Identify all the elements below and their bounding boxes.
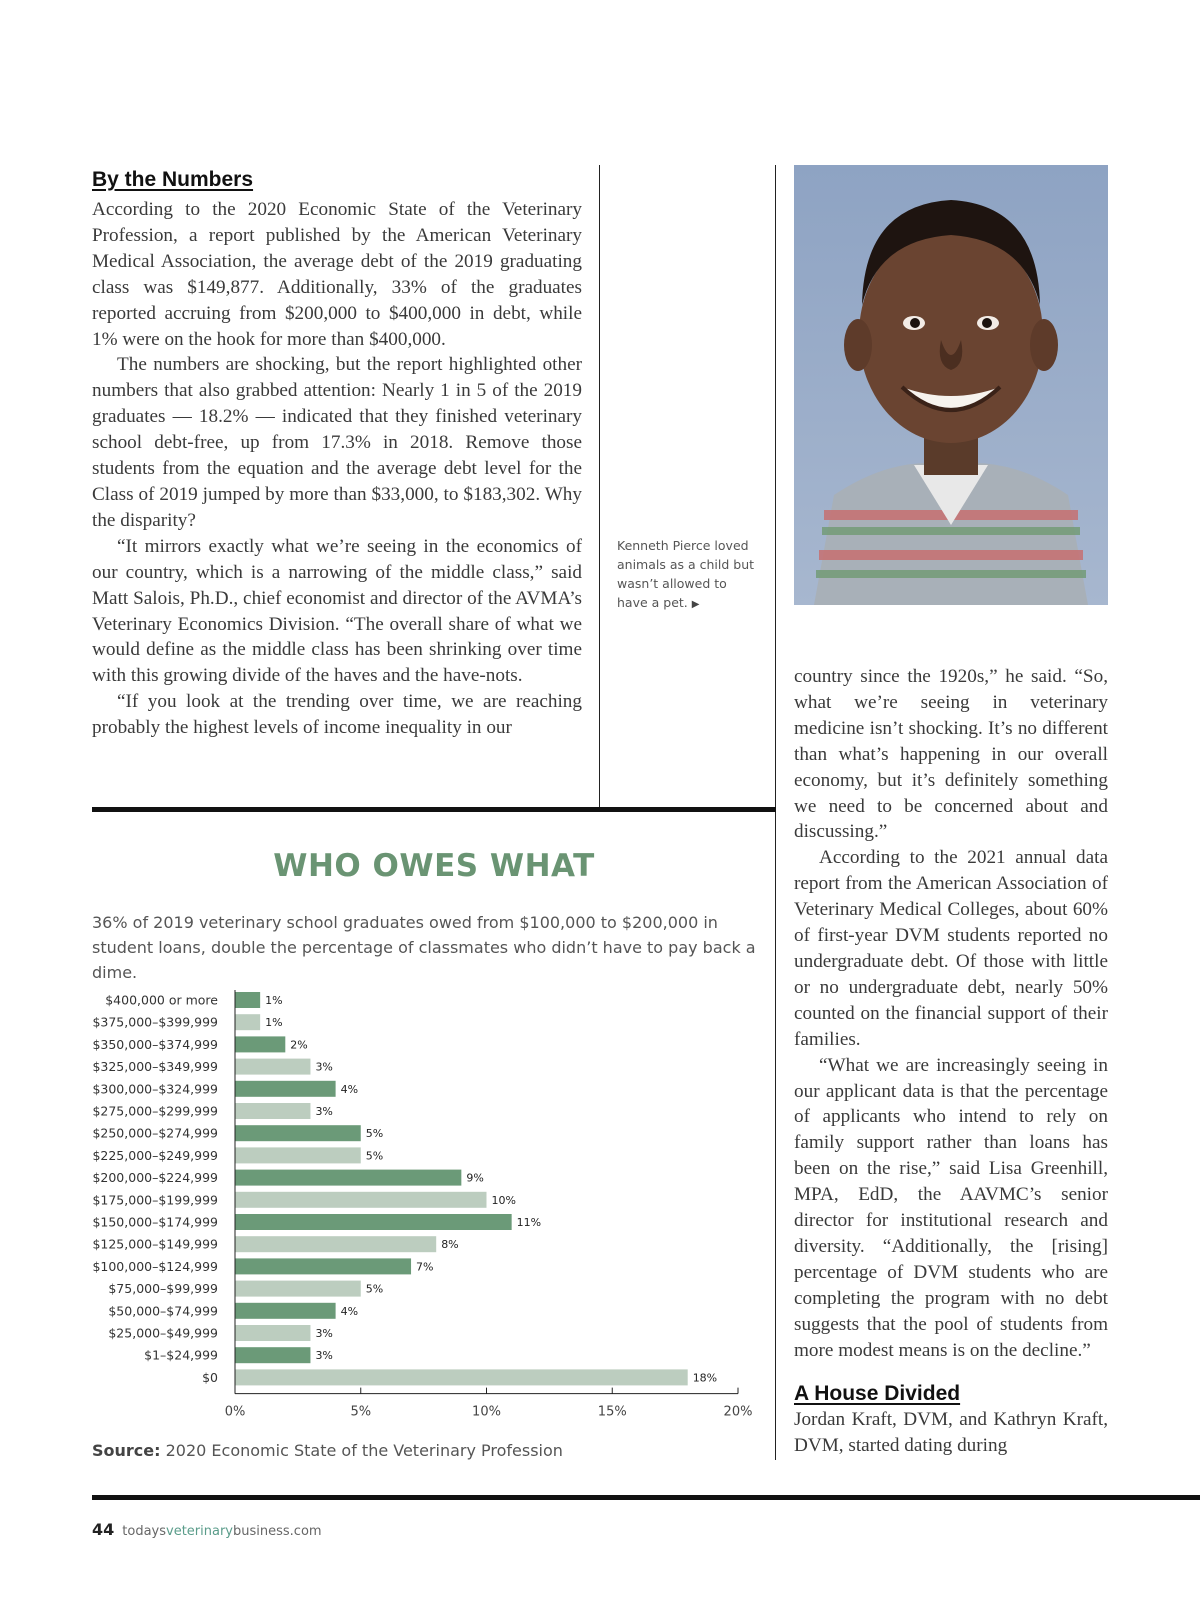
chart-bar xyxy=(235,1059,310,1075)
chart-bar xyxy=(235,1325,310,1341)
chart-bar xyxy=(235,1258,411,1274)
category-label: $250,000–$274,999 xyxy=(92,1125,218,1141)
paragraph: The numbers are shocking, but the report highlighted other numbers that also grabbed attention: Nearly 1 in 5 of the 2019 graduates — 18.2% — indicated that they finished veterinary school debt-free, up from 17.3% in 2018. Remove those students from the equation and the average debt level for the Class of 2019 jumped by more than $33,000, to $183,302. Why the disparity? xyxy=(92,354,582,531)
category-label: $175,000–$199,999 xyxy=(92,1192,218,1208)
paragraph: According to the 2020 Economic State of the Veterinary Profession, a report published by the American Veterinary Medical Association, the average debt of the 2019 graduating class was $149,877. Additionally, 33% of the graduates reported accruing from $200,000 to $400,000 in debt, while 1% were on the hook for more than $400,000. xyxy=(92,199,582,350)
chart-bar xyxy=(235,1281,361,1297)
chart-bar xyxy=(235,1014,260,1030)
chart-bar xyxy=(235,1103,310,1119)
value-label: 18% xyxy=(692,1371,718,1385)
footer-rule xyxy=(92,1495,1200,1500)
value-label: 5% xyxy=(365,1149,384,1163)
category-label: $300,000–$324,999 xyxy=(92,1081,218,1097)
category-label: $75,000–$99,999 xyxy=(108,1281,218,1297)
value-label: 10% xyxy=(491,1193,516,1207)
value-label: 2% xyxy=(290,1038,308,1052)
value-label: 9% xyxy=(466,1171,484,1185)
category-label: $400,000 or more xyxy=(105,992,218,1008)
chart-bar xyxy=(235,992,260,1008)
value-label: 3% xyxy=(315,1327,333,1340)
value-label: 7% xyxy=(416,1260,434,1274)
value-label: 1% xyxy=(265,1016,283,1030)
column-divider xyxy=(599,165,600,807)
chart-bar xyxy=(235,1347,310,1363)
category-label: $100,000–$124,999 xyxy=(92,1258,218,1274)
value-label: 4% xyxy=(340,1082,359,1096)
section-heading: By the Numbers xyxy=(92,168,254,191)
section-heading: A House Divided xyxy=(794,1382,961,1406)
page-footer: 44 todaysveterinarybusiness.com xyxy=(92,1520,322,1539)
chart-bar xyxy=(235,1125,361,1141)
category-label: $150,000–$174,999 xyxy=(92,1214,218,1230)
paragraph: According to the 2021 annual data report from the American Association of Veterinary Medical Colleges, about 60% of first-year DVM students reported no undergraduate debt. Of those with little or no undergraduate debt, nearly 50% counted on the financial support of their families. xyxy=(794,847,1108,1050)
x-tick-label: 15% xyxy=(597,1404,627,1420)
paragraph: Jordan Kraft, DVM, and Kathryn Kraft, DVM, started dating during xyxy=(794,1409,1108,1457)
value-label: 3% xyxy=(315,1105,333,1118)
article-column-left xyxy=(92,197,582,741)
x-tick-label: 5% xyxy=(350,1404,372,1420)
caption-arrow-icon: ▶ xyxy=(691,599,700,610)
category-label: $125,000–$149,999 xyxy=(92,1236,218,1252)
article-column-right xyxy=(794,664,1108,1459)
child-portrait-photo xyxy=(794,165,1108,605)
chart-bar xyxy=(235,1147,361,1163)
category-label: $25,000–$49,999 xyxy=(108,1325,218,1341)
chart-bar xyxy=(235,1236,436,1252)
value-label: 4% xyxy=(340,1304,359,1318)
x-tick-label: 20% xyxy=(723,1404,753,1420)
category-label: $325,000–$349,999 xyxy=(92,1059,218,1075)
paragraph: “It mirrors exactly what we’re seeing in the economics of our country, which is a narrowing of the middle class,” said Matt Salois, Ph.D., chief economist and director of the AVMA’s Veterinary Economics Division. “The overall share of what we would define as the middle class has been shrinking over time with this growing divide of the haves and the have-nots. xyxy=(92,535,582,687)
chart-bar xyxy=(235,1303,336,1319)
value-label: 11% xyxy=(516,1216,542,1229)
category-label: $200,000–$224,999 xyxy=(92,1170,218,1186)
value-label: 3% xyxy=(315,1060,333,1074)
category-label: $375,000–$399,999 xyxy=(92,1014,218,1030)
category-label: $225,000–$249,999 xyxy=(92,1147,218,1163)
section-rule xyxy=(92,807,776,812)
value-label: 5% xyxy=(365,1127,384,1141)
chart-bar xyxy=(235,1369,688,1385)
chart-bar xyxy=(235,1192,487,1208)
x-tick-label: 10% xyxy=(472,1404,501,1420)
debt-bar-chart xyxy=(0,985,780,1425)
chart-bar xyxy=(235,1214,512,1230)
category-label: $350,000–$374,999 xyxy=(92,1036,218,1052)
paragraph: “If you look at the trending over time, we are reaching probably the highest levels of income inequality in our xyxy=(92,691,582,739)
chart-bar xyxy=(235,1170,461,1186)
value-label: 3% xyxy=(315,1349,333,1363)
chart-title: WHO OWES WHAT xyxy=(273,848,595,884)
chart-subtitle: 36% of 2019 veterinary school graduates owed from $100,000 to $200,000 in student loans, double the percentage of classmates who didn’t have to pay back a dime. xyxy=(92,913,756,982)
chart-bar xyxy=(235,1081,336,1097)
category-label: $1–$24,999 xyxy=(144,1347,218,1363)
value-label: 1% xyxy=(265,994,283,1007)
paragraph: “What we are increasingly seeing in our applicant data is that the percentage of applicants who intend to rely on family support rather than loans has been on the rise,” said Lisa Greenhill, MPA, EdD, the AAVMC’s senior director for institutional research and diversity. “Additionally, the [rising] percentage of DVM students who are completing the program with no debt suggests that the pool of students from more modest means is on the decline.” xyxy=(794,1054,1108,1361)
paragraph: country since the 1920s,” he said. “So, what we’re seeing in veterinary medicine isn’t shocking. It’s no different than what’s happening in our overall economy, but it’s definitely something we need to be concerned about and discussing.” xyxy=(794,666,1108,843)
value-label: 5% xyxy=(365,1282,384,1296)
category-label: $275,000–$299,999 xyxy=(92,1103,218,1119)
category-label: $50,000–$74,999 xyxy=(108,1303,218,1319)
page-number: 44 xyxy=(92,1520,115,1539)
chart-source: Source: 2020 Economic State of the Veterinary Profession xyxy=(92,1441,563,1460)
value-label: 8% xyxy=(441,1238,459,1252)
photo-caption: Kenneth Pierce loved animals as a child but wasn’t allowed to have a pet. ▶ xyxy=(617,538,755,610)
chart-bar xyxy=(235,1036,285,1052)
x-tick-label: 0% xyxy=(224,1404,246,1420)
category-label: $0 xyxy=(202,1369,218,1385)
